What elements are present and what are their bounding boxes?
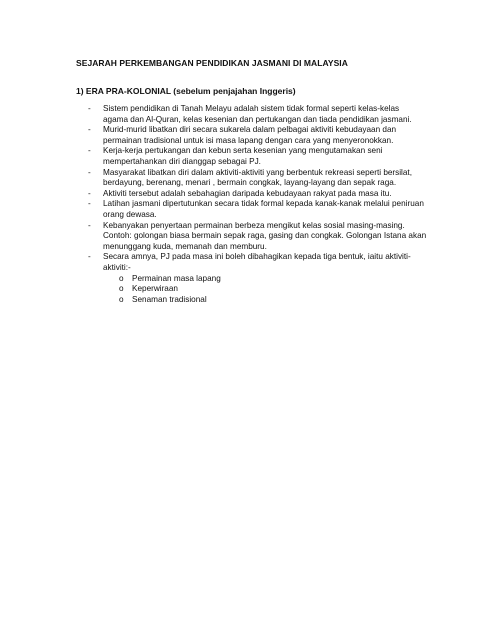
sub-list-item — [119, 284, 438, 295]
bullet-item — [88, 252, 438, 305]
sub-item-text: Keperwiraan — [132, 284, 178, 294]
sub-list-item — [119, 295, 438, 306]
bullet-text-line: Kebanyakan penyertaan permainan berbeza mengikut kelas sosial masing-masing. — [103, 220, 405, 230]
dash-bullet-marker: - — [88, 146, 91, 156]
bullet-item — [88, 125, 438, 146]
dash-bullet-marker: - — [88, 220, 91, 230]
bullet-item — [88, 146, 438, 167]
circle-bullet-marker: o — [119, 273, 124, 283]
bullet-item — [88, 199, 438, 220]
bullet-text-line: permainan tradisional untuk isi masa lapang dengan cara yang menyeronokkan. — [103, 135, 394, 145]
sub-list — [103, 274, 438, 306]
bullet-item — [88, 221, 438, 253]
dash-bullet-marker: - — [88, 199, 91, 209]
bullet-item — [88, 168, 438, 189]
bullet-text-line: menunggang kuda, memanah dan memburu. — [103, 241, 267, 251]
bullet-list — [88, 104, 438, 305]
sub-list-item — [119, 274, 438, 285]
bullet-text-line: mempertahankan diri dianggap sebagai PJ. — [103, 156, 261, 166]
bullet-text-line: berdayung, berenang, menari , bermain congkak, layang-layang dan sepak raga. — [103, 178, 397, 188]
bullet-text-line: agama dan Al-Quran, kelas kesenian dan pertukangan dan tiada pendidikan jasmani. — [103, 114, 412, 124]
dash-bullet-marker: - — [88, 104, 91, 113]
document-title: SEJARAH PERKEMBANGAN PENDIDIKAN JASMANI DI MALAYSIA — [76, 58, 348, 68]
sub-item-text: Permainan masa lapang — [132, 273, 221, 283]
bullet-text-line: Sistem pendidikan di Tanah Melayu adalah sistem tidak formal seperti kelas-kelas — [103, 104, 400, 113]
bullet-text-line: Secara amnya, PJ pada masa ini boleh dibahagikan kepada tiga bentuk, iaitu aktiviti- — [103, 252, 411, 262]
section-heading: 1) ERA PRA-KOLONIAL (sebelum penjajahan Inggeris) — [76, 86, 296, 96]
bullet-text-line: Masyarakat libatkan diri dalam aktiviti-aktiviti yang berbentuk rekreasi seperti bersilat, — [103, 167, 412, 177]
bullet-text-line: Latihan jasmani dipertutunkan secara tidak formal kepada kanak-kanak melalui peniruan — [103, 199, 424, 209]
bullet-text-line: orang dewasa. — [103, 209, 157, 219]
bullet-text-line: aktiviti:- — [103, 262, 131, 272]
circle-bullet-marker: o — [119, 284, 124, 294]
dash-bullet-marker: - — [88, 188, 91, 198]
bullet-text-line: Murid-murid libatkan diri secara sukarela dalam pelbagai aktiviti kebudayaan dan — [103, 125, 397, 135]
dash-bullet-marker: - — [88, 167, 91, 177]
bullet-text-line: Kerja-kerja pertukangan dan kebun serta kesenian yang mengutamakan seni — [103, 146, 383, 156]
sub-item-text: Senaman tradisional — [132, 294, 207, 304]
bullet-item — [88, 104, 438, 125]
dash-bullet-marker: - — [88, 252, 91, 262]
dash-bullet-marker: - — [88, 125, 91, 135]
bullet-item — [88, 189, 438, 200]
bullet-text-line: Contoh: golongan biasa bermain sepak raga, gasing dan congkak. Golongan Istana akan — [103, 231, 427, 241]
circle-bullet-marker: o — [119, 294, 124, 304]
bullet-text-line: Aktiviti tersebut adalah sebahagian daripada kebudayaan rakyat pada masa itu. — [103, 188, 392, 198]
